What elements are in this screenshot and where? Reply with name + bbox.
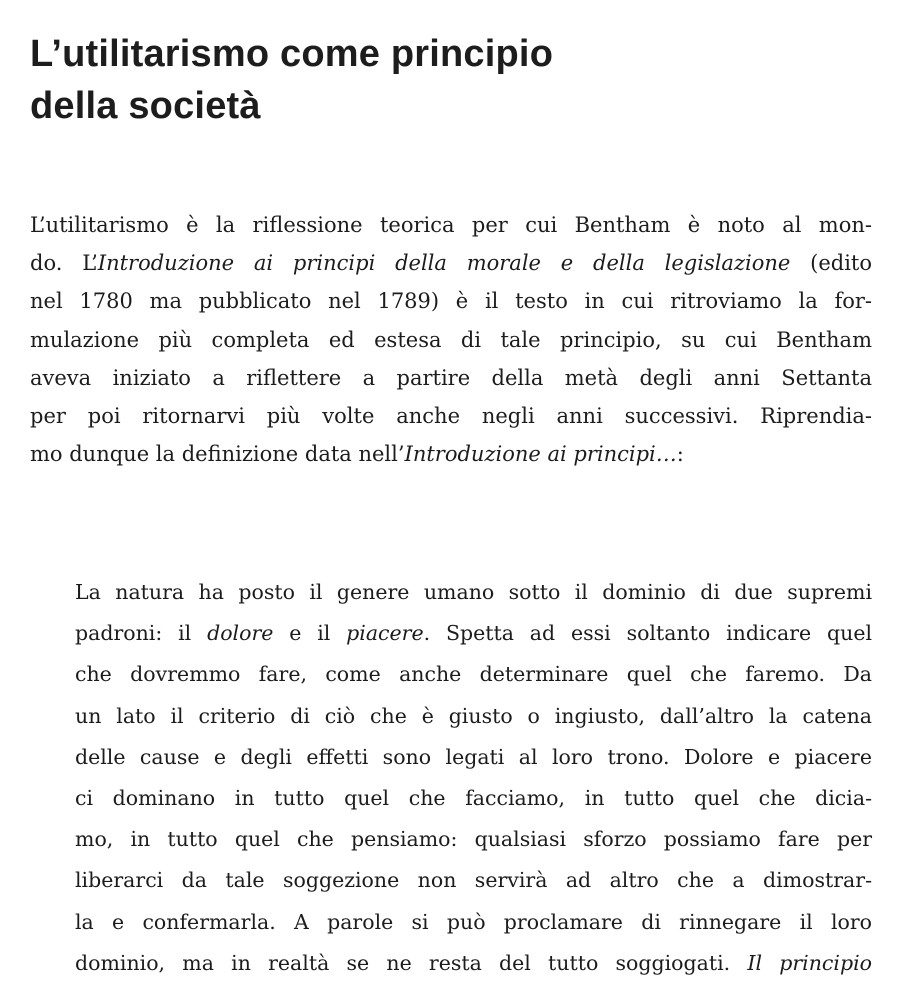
quote-line: liberarci da tale soggezione non servirà ad altro che a dimostrar- <box>75 868 872 893</box>
paragraph-text: do. L’ <box>30 251 98 276</box>
quote-line: delle cause e degli effetti sono legati al loro trono. Dolore e piacere <box>75 744 872 769</box>
quote-line: mo, in tutto quel che pensiamo: qualsiasi sforzo possiamo fare per <box>75 827 872 852</box>
quote-line <box>75 613 872 654</box>
quote-text: padroni: il <box>75 621 208 646</box>
book-title-italic: Introduzione ai principi della morale e della legislazione <box>97 251 791 276</box>
emphasis-italic: piacere <box>346 621 424 646</box>
quote-text: . Spetta ad essi soltanto indicare quel <box>423 621 873 646</box>
paragraph-line: L’utilitarismo è la riflessione teorica per cui Bentham è noto al mon- <box>30 213 872 237</box>
quote-text: dominio, ma in realtà se ne resta del tutto soggiogati. <box>75 950 748 975</box>
paragraph-line: mulazione più completa ed estesa di tale principio, su cui Bentham <box>30 327 872 352</box>
paragraph-line: aveva iniziato a riflettere a partire della metà degli anni Settanta <box>30 365 872 390</box>
title-line: L’utilitarismo come principio <box>30 33 554 75</box>
paragraph-line: nel 1780 ma pubblicato nel 1789) è il testo in cui ritroviamo la for- <box>30 289 872 314</box>
quote-line: ci dominano in tutto quel che facciamo, in tutto quel che dicia- <box>75 785 872 810</box>
emphasis-italic: dolore <box>207 621 274 646</box>
book-title-italic: Introduzione ai principi… <box>404 442 677 467</box>
paragraph-text: : <box>676 442 684 467</box>
title-line: della società <box>30 85 261 127</box>
section-title <box>30 28 870 132</box>
paragraph-text: (edito <box>790 251 873 276</box>
quote-line: La natura ha posto il genere umano sotto il dominio di due supremi <box>75 580 872 604</box>
quote-line: un lato il criterio di ciò che è giusto o ingiusto, dall’altro la catena <box>75 703 872 728</box>
block-quote <box>75 572 872 984</box>
quote-text: e il <box>273 621 347 646</box>
body-paragraph <box>30 206 872 473</box>
paragraph-line <box>30 435 872 473</box>
quote-line: la e confermarla. A parole si può proclamare di rinnegare il loro <box>75 909 872 934</box>
emphasis-italic: Il principio <box>747 950 872 975</box>
quote-line <box>75 943 872 984</box>
paragraph-line: per poi ritornarvi più volte anche negli anni successivi. Riprendia- <box>30 403 872 428</box>
paragraph-line <box>30 244 872 282</box>
paragraph-text: mo dunque la definizione data nell’ <box>30 442 405 467</box>
quote-line: che dovremmo fare, come anche determinare quel che faremo. Da <box>75 662 872 687</box>
